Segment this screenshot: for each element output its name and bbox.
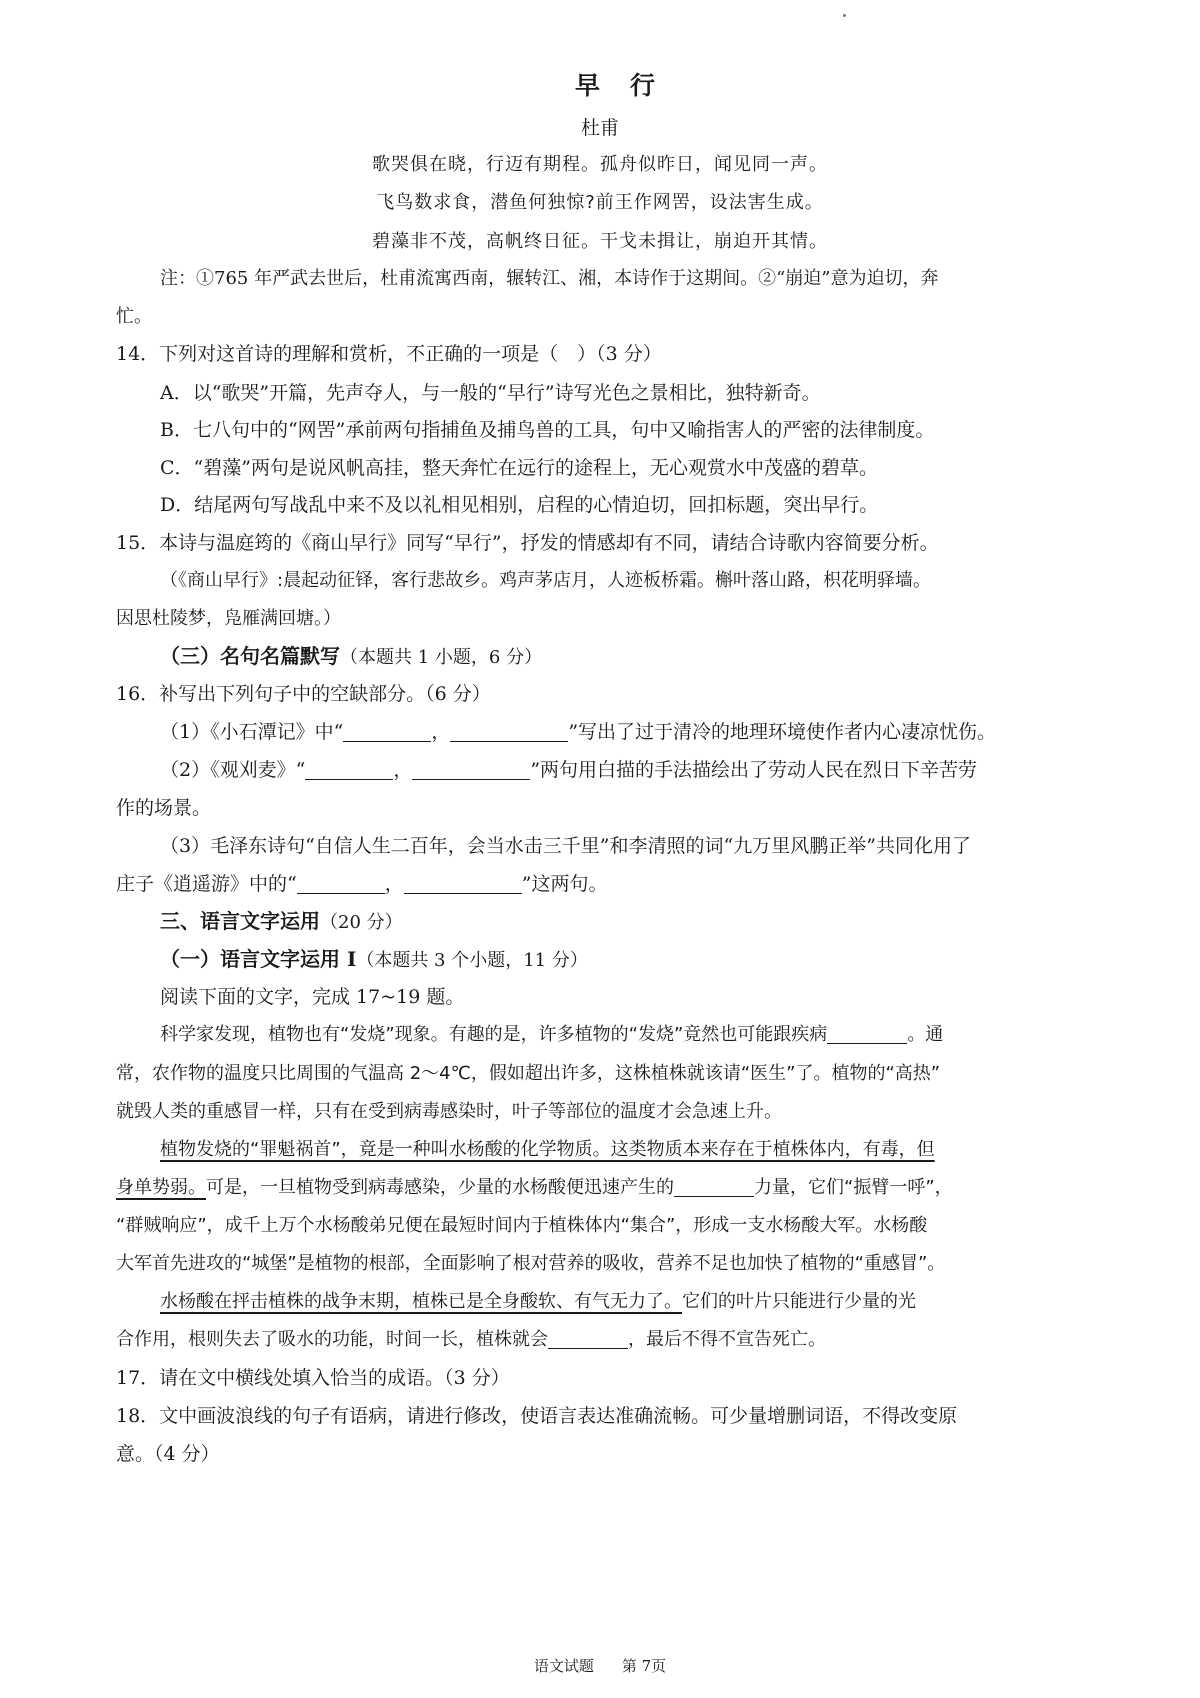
part-heading-text: 三、语言文字运用	[160, 909, 320, 933]
passage-p2-text-a: 可是，一旦植物受到病毒感染，少量的水杨酸便迅速产生的	[206, 1177, 674, 1198]
q16-stem: 16．补写出下列句子中的空缺部分。（6 分）	[116, 683, 491, 705]
answer-blank[interactable]	[305, 759, 393, 780]
poem-line-1: 歌哭俱在晓，行迈有期程。孤舟似昨日，闻见同一声。	[372, 154, 828, 175]
q16-item-3-comma: ，	[384, 873, 404, 895]
q18-stem-line-1: 18．文中画波浪线的句子有语病，请进行修改，使语言表达准确流畅。可少量增删词语，不得改变原	[116, 1405, 958, 1427]
answer-blank[interactable]	[297, 873, 385, 894]
section-heading-note: （本题共 1 小题，6 分）	[340, 647, 543, 668]
q15-reference-line-1: （《商山早行》:晨起动征铎，客行悲故乡。鸡声茅店月，人迹板桥霜。槲叶落山路，枳花明驿墙。	[160, 570, 932, 591]
q16-item-2-continued: 作的场景。	[116, 797, 212, 819]
passage-p2-underlined-tail: 身单势弱。	[116, 1177, 206, 1198]
passage-p1-line-1	[160, 1022, 943, 1048]
q16-item-1-comma: ，	[431, 721, 451, 743]
passage-p3-line-2	[116, 1327, 826, 1353]
answer-blank[interactable]	[827, 1023, 907, 1044]
q16-item-2-text-a: （2）《观刈麦》“	[160, 759, 306, 781]
passage-p2-line-4: 大军首先进攻的“城堡”是植物的根部，全面影响了根对营养的吸收，营养不足也加快了植物的“重感冒”。	[116, 1253, 946, 1274]
q15-reference-line-2: 因思杜陵梦，凫雁满回塘。）	[116, 608, 341, 629]
poem-note-line-1: 注：①765 年严武去世后，杜甫流寓西南，辗转江、湘，本诗作于这期间。②“崩迫”意为迫切，奔	[160, 268, 939, 289]
scan-speck	[843, 14, 846, 17]
subsection-heading-language-use-1	[160, 946, 588, 974]
q16-item-3: （3）毛泽东诗句“自信人生二百年，会当水击三千里”和李清照的词“九万里风鹏正举”共同化用了	[160, 835, 971, 857]
q15-stem: 15．本诗与温庭筠的《商山早行》同写“早行”，抒发的情感却有不同，请结合诗歌内容简要分析。	[116, 532, 939, 554]
q17-stem: 17．请在文中横线处填入恰当的成语。（3 分）	[116, 1367, 510, 1389]
q16-item-3-text-b: 庄子《逍遥游》中的“	[116, 873, 297, 895]
q14-option-d: D．结尾两句写战乱中来不及以礼相见相别，启程的心情迫切，回扣标题，突出早行。	[160, 494, 879, 516]
page-footer	[0, 1653, 1200, 1679]
q14-option-b: B．七八句中的“网罟”承前两句指捕鱼及捕鸟兽的工具，句中又喻指害人的严密的法律制度。	[160, 419, 935, 441]
passage-p1-line-2: 常，农作物的温度只比周围的气温高 2～4℃，假如超出许多，这株植株就该请“医生”了。植物的“高热”	[116, 1063, 941, 1084]
footer-page-number: 第 7页	[621, 1657, 667, 1675]
q16-item-1-text-c: ”写出了过于清冷的地理环境使作者内心凄凉忧伤。	[568, 721, 997, 743]
passage-p2-line-3: “群贼响应”，成千上万个水杨酸弟兄便在最短时间内于植株体内“集合”，形成一支水杨酸大军。水杨酸	[116, 1215, 928, 1236]
q16-item-2-comma: ，	[393, 759, 413, 781]
answer-blank[interactable]	[412, 759, 530, 780]
passage-p3-text-b: 合作用，根则失去了吸水的功能，时间一长，植株就会	[116, 1329, 548, 1350]
q16-item-3-text-d: ”这两句。	[521, 873, 608, 895]
passage-p2-line-2	[116, 1175, 953, 1201]
passage-p1-text-a: 科学家发现，植物也有“发烧”现象。有趣的是，许多植物的“发烧”竟然也可能跟疾病	[160, 1024, 828, 1045]
section-heading-text: （三）名句名篇默写	[160, 644, 340, 668]
poem-note-line-2: 忙。	[116, 306, 152, 327]
answer-blank[interactable]	[450, 721, 568, 742]
passage-p2-line-1-underlined: 植物发烧的“罪魁祸首”，竟是一种叫水杨酸的化学物质。这类物质本来存在于植株体内，有毒，但	[160, 1139, 935, 1160]
q14-option-a: A．以“歌哭”开篇，先声夺人，与一般的“早行”诗写光色之景相比，独特新奇。	[160, 382, 821, 404]
q16-item-3-continued	[116, 871, 607, 897]
q16-item-2-text-c: ”两句用白描的手法描绘出了劳动人民在烈日下辛苦劳	[530, 759, 978, 781]
q16-item-1	[160, 719, 996, 745]
subsection-heading-note: （本题共 3 个小题，11 分）	[356, 950, 588, 971]
passage-p3-underlined: 水杨酸在抨击植株的战争末期，植株已是全身酸软、有气无力了。	[160, 1291, 682, 1312]
passage-p1-line-3: 就毁人类的重感冒一样，只有在受到病毒感染时，叶子等部位的温度才会急速上升。	[116, 1101, 782, 1122]
answer-blank[interactable]	[343, 721, 431, 742]
part-heading-note: （20 分）	[320, 912, 403, 933]
passage-p3-text-a: 它们的叶片只能进行少量的光	[682, 1291, 916, 1312]
q14-stem: 14．下列对这首诗的理解和赏析，不正确的一项是（ ）（3 分）	[116, 343, 662, 365]
answer-blank[interactable]	[404, 873, 522, 894]
poem-title: 早行	[574, 71, 685, 100]
q14-option-c: C．“碧藻”两句是说风帆高挂，整天奔忙在远行的途程上，无心观赏水中茂盛的碧草。	[160, 457, 878, 479]
passage-p1-text-b: 。通	[907, 1024, 944, 1045]
reading-instruction: 阅读下面的文字，完成 17~19 题。	[160, 986, 465, 1008]
answer-blank[interactable]	[548, 1328, 628, 1349]
poem-author: 杜甫	[580, 117, 619, 139]
passage-p3-line-1	[160, 1289, 916, 1315]
poem-line-3: 碧藻非不茂，高帆终日征。干戈未揖让，崩迫开其情。	[372, 231, 828, 252]
q18-stem-line-2: 意。（4 分）	[116, 1443, 220, 1465]
section-heading-famous-lines	[160, 643, 542, 671]
q16-item-1-text-a: （1）《小石潭记》中“	[160, 721, 344, 743]
passage-p2-text-b: 力量，它们“振臂一呼”，	[754, 1177, 953, 1198]
poem-line-2: 飞鸟数求食，潜鱼何独惊?前王作网罟，设法害生成。	[376, 192, 824, 213]
part-heading-language-use	[160, 908, 403, 936]
answer-blank[interactable]	[674, 1176, 754, 1197]
passage-p3-text-c: ，最后不得不宣告死亡。	[628, 1329, 826, 1350]
subsection-heading-text: （一）语言文字运用 I	[160, 947, 357, 971]
footer-subject: 语文试题	[533, 1657, 594, 1675]
q16-item-2	[160, 757, 977, 783]
